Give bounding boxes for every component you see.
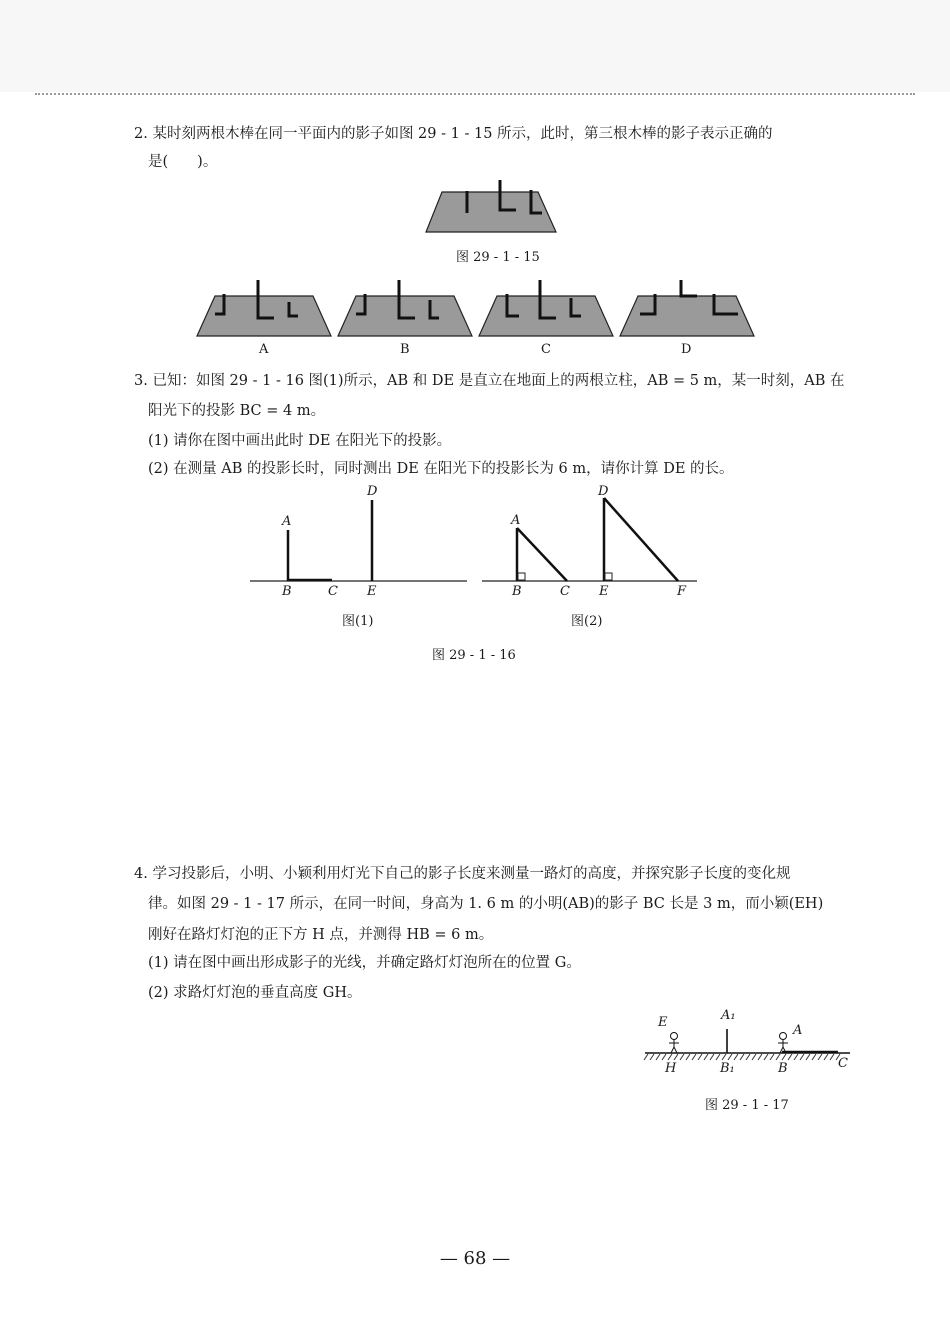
q4-label-a: A [793,1023,803,1038]
fig1-caption: 图(1) [342,614,374,629]
fig1-label-c: C [328,584,338,599]
q3-figure-caption: 图 29 - 1 - 16 [432,648,516,663]
person-a-icon [778,1033,788,1054]
page-header-band [0,0,950,92]
fig2-label-f: F [677,584,687,599]
fig2-label-e: E [599,584,609,599]
q4-label-c: C [838,1056,848,1071]
q3-text-line2: 阳光下的投影 BC = 4 m。 [148,403,326,419]
fig2-label-b: B [512,584,522,599]
q4-label-b: B [778,1061,788,1076]
option-b-figure [338,280,472,336]
q3-subquestion-2: (2) 在测量 AB 的投影长时，同时测出 DE 在阳光下的投影长为 6 m，请你计算 DE 的长。 [148,461,734,477]
option-a-figure [197,280,331,336]
person-e-icon [669,1033,679,1054]
page-number: — 68 — [439,1248,511,1269]
option-a-label: A [259,342,269,357]
option-d-label: D [681,342,692,357]
q2-text-line1: 2. 某时刻两根木棒在同一平面内的影子如图 29 - 1 - 15 所示，此时，第三根木棒的影子表示正确的 [134,126,773,142]
header-divider [35,93,915,95]
q2-options-figure [195,276,755,338]
fig1-label-e: E [367,584,377,599]
q4-label-a1: A₁ [721,1008,736,1023]
fig2-label-d: D [598,484,609,499]
fig2-caption: 图(2) [571,614,603,629]
q3-text-line1: 3. 已知：如图 29 - 1 - 16 图(1)所示，AB 和 DE 是直立在地面上的两根立柱，AB = 5 m，某一时刻，AB 在 [134,373,845,389]
option-c-label: C [541,342,551,357]
q3-subquestion-1: (1) 请你在图中画出此时 DE 在阳光下的投影。 [148,433,452,449]
q2-figure-15 [420,176,560,234]
q4-text-line1: 4. 学习投影后，小明、小颖利用灯光下自己的影子长度来测量一路灯的高度，并探究影子长度的变化规 [134,866,791,882]
q4-text-line3: 刚好在路灯灯泡的正下方 H 点，并测得 HB = 6 m。 [148,927,494,943]
option-b-label: B [400,342,410,357]
q4-subquestion-1: (1) 请在图中画出形成影子的光线，并确定路灯灯泡所在的位置 G。 [148,955,581,971]
q4-text-line2: 律。如图 29 - 1 - 17 所示，在同一时间，身高为 1. 6 m 的小明(AB)的影子 BC 长是 3 m，而小颖(EH) [148,896,824,912]
q2-figure-caption: 图 29 - 1 - 15 [456,250,540,265]
q4-figure-caption: 图 29 - 1 - 17 [705,1098,789,1113]
fig1-label-d: D [367,484,378,499]
fig1-label-b: B [282,584,292,599]
q4-label-b1: B₁ [720,1061,735,1076]
fig1-label-a: A [282,514,292,529]
fig2-label-c: C [560,584,570,599]
option-c-figure [479,280,613,336]
q4-subquestion-2: (2) 求路灯灯泡的垂直高度 GH。 [148,985,362,1001]
q2-text-line2: 是( )。 [148,154,218,170]
q4-label-e: E [658,1015,668,1030]
q4-figure-17 [640,1015,855,1065]
fig2-label-a: A [511,513,521,528]
q3-figure-16 [250,480,700,590]
q4-label-h: H [665,1061,677,1076]
option-d-figure [620,280,754,336]
